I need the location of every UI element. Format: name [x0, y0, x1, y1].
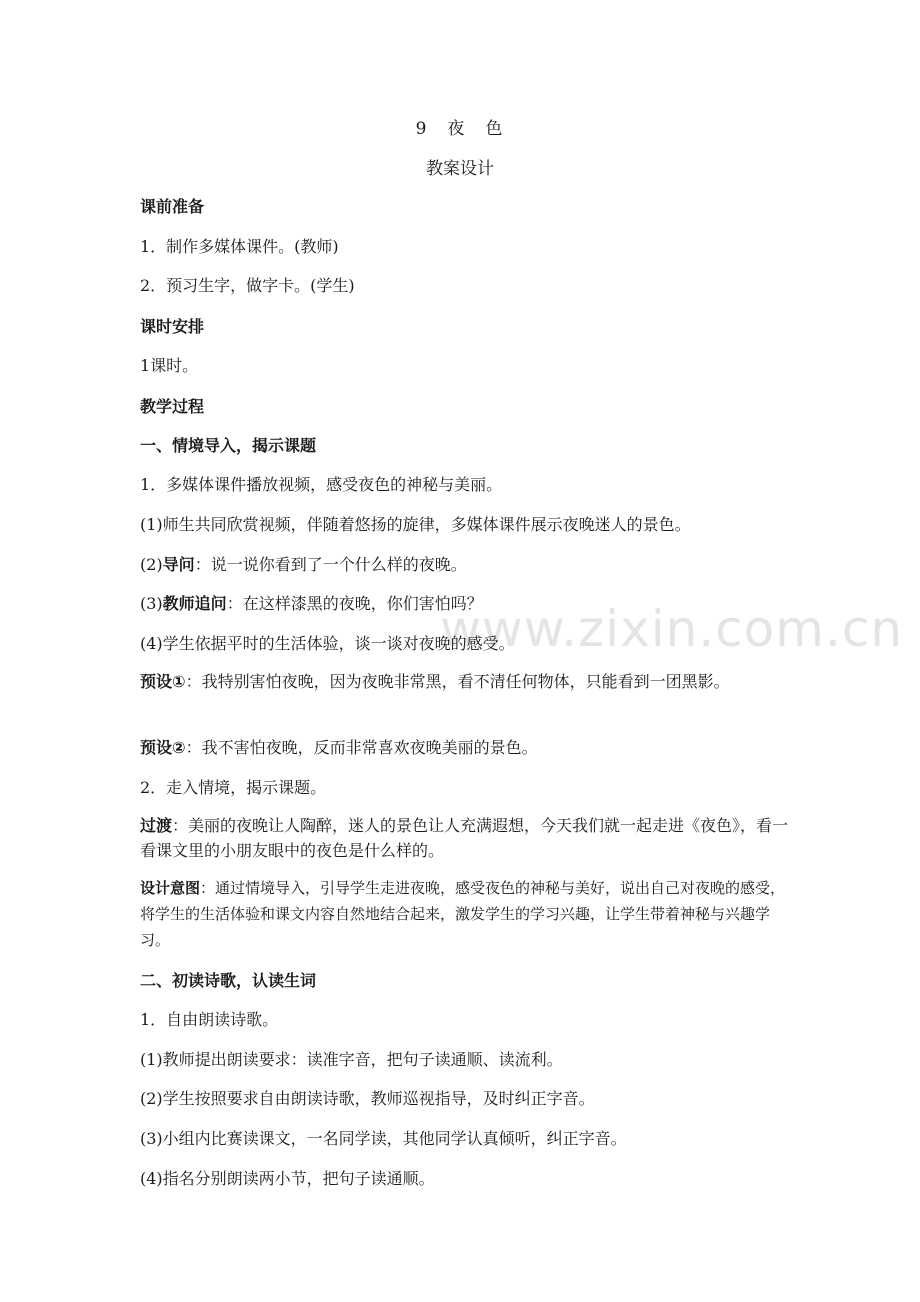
- schedule-text: 1课时。: [140, 356, 199, 375]
- section-heading-process: 教学过程: [140, 397, 205, 416]
- part1-step-1-sub-4: (4)学生依据平时的生活体验，谈一谈对夜晚的感受。: [140, 634, 515, 653]
- part1-heading: 一、情境导入，揭示课题: [140, 436, 317, 455]
- part1-step-1-sub-3: [140, 591, 790, 614]
- watermark: www.zixin.com.cn: [440, 600, 904, 658]
- item-text: ：说一说你看到了一个什么样的夜晚。: [194, 555, 467, 574]
- part2-step-1: 1．自由朗读诗歌。: [140, 1010, 279, 1029]
- prep-item-1: 1．制作多媒体课件。(教师): [140, 237, 339, 256]
- inline-label: 教师追问: [162, 594, 227, 613]
- item-text: ：我特别害怕夜晚，因为夜晚非常黑，看不清任何物体，只能看到一团黑影。: [185, 672, 730, 691]
- part1-step-2: 2．走入情境，揭示课题。: [140, 778, 327, 797]
- part1-step-1: 1．多媒体课件播放视频，感受夜色的神秘与美丽。: [140, 475, 503, 494]
- inline-label: 过渡: [140, 816, 173, 835]
- inline-label: 预设①: [140, 672, 186, 691]
- part2-step-1-sub-1: (1)教师提出朗读要求：读准字音，把句子读通顺、读流利。: [140, 1050, 563, 1069]
- item-text: ：美丽的夜晚让人陶醉，迷人的景色让人充满遐想，今天我们就一起走进《夜色》，看一看课文里的小朋友眼中的夜色是什么样的。: [140, 816, 789, 860]
- inline-label: 设计意图: [140, 879, 201, 897]
- part1-step-1-sub-1: (1)师生共同欣赏视频，伴随着悠扬的旋律，多媒体课件展示夜晚迷人的景色。: [140, 515, 691, 534]
- section-heading-schedule: 课时安排: [140, 317, 205, 336]
- preset-1: [140, 669, 790, 694]
- item-number: (2): [140, 555, 163, 574]
- preset-2: [140, 735, 790, 758]
- section-heading-prep: 课前准备: [140, 197, 205, 216]
- item-text: ：我不害怕夜晚，反而非常喜欢夜晚美丽的景色。: [185, 738, 538, 757]
- part2-step-1-sub-3: (3)小组内比赛读课文，一名同学读，其他同学认真倾听，纠正字音。: [140, 1129, 627, 1148]
- part1-step-1-sub-2: [140, 552, 790, 575]
- design-intent-paragraph: [140, 875, 790, 953]
- part2-heading: 二、初读诗歌，认读生词: [140, 971, 317, 990]
- prep-item-2: 2．预习生字，做字卡。(学生): [140, 276, 355, 295]
- inline-label: 预设②: [140, 738, 186, 757]
- item-text: ：通过情境导入，引导学生走进夜晚，感受夜色的神秘与美好，说出自己对夜晚的感受，将学生的生活体验和课文内容自然地结合起来，激发学生的学习兴趣，让学生带着神秘与兴趣学习。: [140, 879, 786, 949]
- lesson-subtitle: 教案设计: [426, 159, 494, 179]
- item-number: (3): [140, 594, 163, 613]
- transition-paragraph: [140, 813, 790, 863]
- inline-label: 导问: [162, 555, 195, 574]
- item-text: ：在这样漆黑的夜晚，你们害怕吗？: [226, 594, 483, 613]
- part2-step-1-sub-4: (4)指名分别朗读两小节，把句子读通顺。: [140, 1169, 435, 1188]
- lesson-title: 9 夜 色: [415, 119, 505, 139]
- part2-step-1-sub-2: (2)学生按照要求自由朗读诗歌，教师巡视指导，及时纠正字音。: [140, 1089, 595, 1108]
